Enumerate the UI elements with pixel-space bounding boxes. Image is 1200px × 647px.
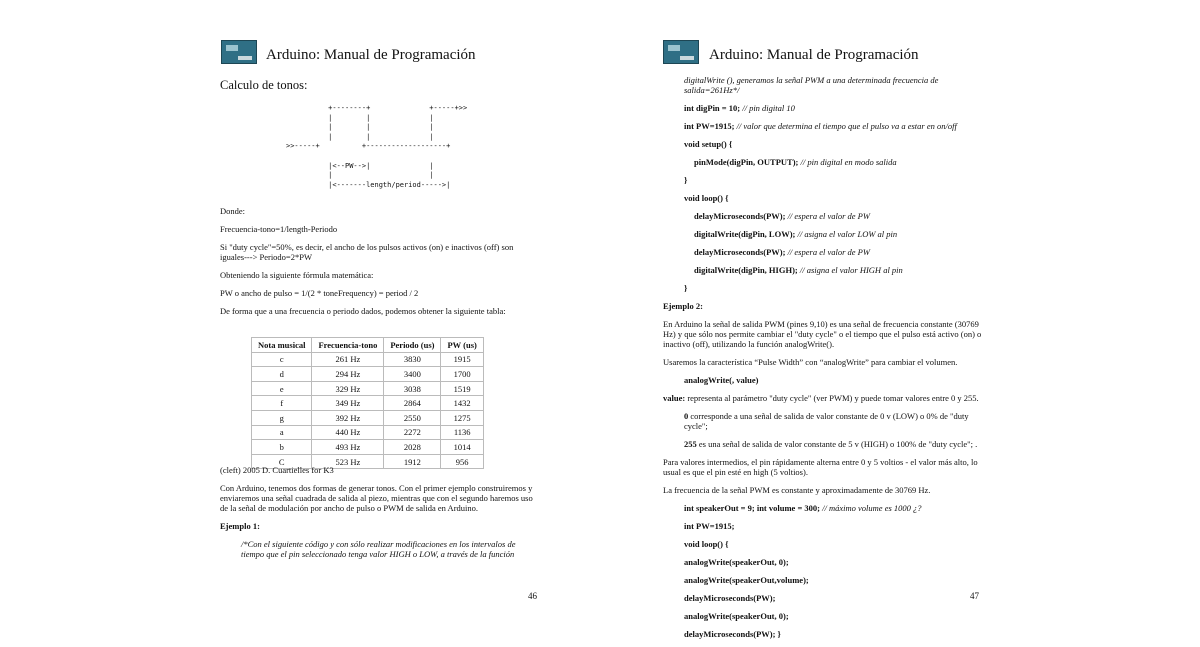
- v255-text: 255 es una señal de salida de valor constante de 5 v (HIGH) o 100% de "duty cycle"; .: [684, 439, 978, 449]
- example1-comment: /*Con el siguiente código y con sólo realizar modificaciones en los intervalos de tiempo que el pin seleccionado tenga valor HIGH o LOW, a través de la función: [241, 539, 516, 559]
- de-forma-text: De forma que a una frecuencia o periodo dados, podemos obtener la siguiente tabla:: [220, 306, 506, 316]
- table-cell: 2272: [384, 425, 441, 440]
- table-cell: 3400: [384, 367, 441, 382]
- duty-cycle-text: Si "duty cycle"=50%, es decir, el ancho de los pulsos activos (on) e inactivos (off) son iguales---> Periodo=2*PW: [220, 242, 514, 262]
- table-row: [252, 352, 484, 367]
- table-cell: 2550: [384, 410, 441, 425]
- right-page: [600, 0, 1200, 639]
- table-cell: 329 Hz: [312, 381, 384, 396]
- page-header-title: Arduino: Manual de Programación: [709, 47, 919, 63]
- page-number: 46: [528, 591, 537, 601]
- code-speaker: int speakerOut = 9; int volume = 300; // máximo volume es 1000 ¿? int PW=1915; void loop() { analogWrite(speakerOut, 0); analogWrite(speakerOut,volume); delayMicroseconds(PW); analogWrite(speakerOut, 0); delayMicroseconds(PW); }: [684, 503, 922, 639]
- column-header: Periodo (us): [384, 338, 441, 353]
- table-cell: 956: [441, 454, 483, 469]
- section-title: Calculo de tonos:: [220, 78, 308, 92]
- table-cell: C: [252, 454, 312, 469]
- example1-title: Ejemplo 1:: [220, 521, 260, 531]
- page-header-title: Arduino: Manual de Programación: [266, 47, 476, 63]
- table-cell: b: [252, 440, 312, 455]
- table-cell: 2028: [384, 440, 441, 455]
- code-digpin: int digPin = 10; // pin digital 10: [684, 103, 795, 113]
- table-cell: 392 Hz: [312, 410, 384, 425]
- table-cell: 3038: [384, 381, 441, 396]
- intermedios-text: Para valores intermedios, el pin rápidamente alterna entre 0 y 5 voltios - el valor más alto, lo usual es que el pin esté en high (5 voltios).: [663, 457, 978, 477]
- right-body: [663, 75, 983, 647]
- value-text: value: representa al parámetro "duty cycle" (ver PWM) y puede tomar valores entre 0 y 255.: [663, 393, 979, 403]
- table-cell: f: [252, 396, 312, 411]
- table-row: [252, 425, 484, 440]
- frecuencia-text: Frecuencia-tono=1/length-Periodo: [220, 224, 338, 234]
- table-cell: 1700: [441, 367, 483, 382]
- credit-text: (cleft) 2005 D. Cuartielles for K3: [220, 465, 334, 475]
- table-cell: 1912: [384, 454, 441, 469]
- code-setup: void setup() { pinMode(digPin, OUTPUT); // pin digital en modo salida }: [684, 139, 897, 185]
- example2-title: Ejemplo 2:: [663, 301, 703, 311]
- left-page: [0, 0, 600, 627]
- zero-text: 0 corresponde a una señal de salida de valor constante de 0 v (LOW) o 0% de "duty cycle";: [684, 411, 969, 431]
- column-header: Frecuencia-tono: [312, 338, 384, 353]
- table-cell: 440 Hz: [312, 425, 384, 440]
- table-row: [252, 440, 484, 455]
- table-cell: 1519: [441, 381, 483, 396]
- table-row: [252, 396, 484, 411]
- table-cell: d: [252, 367, 312, 382]
- table-cell: 3830: [384, 352, 441, 367]
- donde-text: Donde:: [220, 206, 246, 216]
- table-cell: 1136: [441, 425, 483, 440]
- formula-text: PW o ancho de pulso = 1/(2 * toneFrequency) = period / 2: [220, 288, 419, 298]
- code-loop: void loop() { delayMicroseconds(PW); // espera el valor de PW digitalWrite(digPin, LOW); // asigna el valor LOW al pin delayMicroseconds(PW); // espera el valor de PW digitalWrite(digPin, HIGH); // asigna el valor HIGH al pin }: [684, 193, 903, 293]
- table-cell: 1432: [441, 396, 483, 411]
- pwm-ascii-diagram: +--------+ +-----+>> | | | | | | | | | >>-----+ +-------------------+ |<--PW-->| | | | |<-------length/period----->|: [286, 104, 468, 189]
- obteniendo-text: Obteniendo la siguiente fórmula matemática:: [220, 270, 374, 280]
- table-cell: c: [252, 352, 312, 367]
- table-cell: 294 Hz: [312, 367, 384, 382]
- tone-table: [251, 337, 484, 469]
- code-pw: int PW=1915; // valor que determina el tiempo que el pulso va a estar en on/off: [684, 121, 957, 131]
- analogwrite-signature: analogWrite(, value): [684, 375, 759, 385]
- table-cell: 2864: [384, 396, 441, 411]
- intro-text: Con Arduino, tenemos dos formas de generar tonos. Con el primer ejemplo construiremos y enviaremos una señal cuadrada de salida al piezo, mientras que con el segundo haremos uso de la señal de modulación por ancho de pulso o PWM de salida en Arduino.: [220, 483, 533, 513]
- table-header-row: [252, 338, 484, 353]
- page-number: 47: [970, 591, 979, 601]
- table-cell: 261 Hz: [312, 352, 384, 367]
- left-body-top: [220, 206, 535, 324]
- table-cell: e: [252, 381, 312, 396]
- table-cell: 349 Hz: [312, 396, 384, 411]
- usaremos-text: Usaremos la característica “Pulse Width” con “analogWrite” para cambiar el volumen.: [663, 357, 958, 367]
- example2-text: En Arduino la señal de salida PWM (pines 9,10) es una señal de frecuencia constante (30769 Hz) y que sólo nos permite cambiar el "duty cycle" o el tiempo que el pulso está activo (on) o inactivo (off), utilizando la función analogWrite().: [663, 319, 982, 349]
- left-body-bottom: [220, 465, 535, 567]
- column-header: PW (us): [441, 338, 483, 353]
- table-row: [252, 367, 484, 382]
- table-row: [252, 381, 484, 396]
- table-cell: a: [252, 425, 312, 440]
- frecuencia-pwm-text: La frecuencia de la señal PWM es constante y aproximadamente de 30769 Hz.: [663, 485, 931, 495]
- table-cell: 493 Hz: [312, 440, 384, 455]
- column-header: Nota musical: [252, 338, 312, 353]
- table-row: [252, 410, 484, 425]
- table-cell: 523 Hz: [312, 454, 384, 469]
- arduino-board-icon: [663, 40, 699, 64]
- table-cell: 1915: [441, 352, 483, 367]
- table-cell: 1014: [441, 440, 483, 455]
- table-cell: g: [252, 410, 312, 425]
- table-cell: 1275: [441, 410, 483, 425]
- arduino-board-icon: [221, 40, 257, 64]
- comment-continuation: digitalWrite (), generamos la señal PWM a una determinada frecuencia de salida=261Hz*/: [684, 75, 939, 95]
